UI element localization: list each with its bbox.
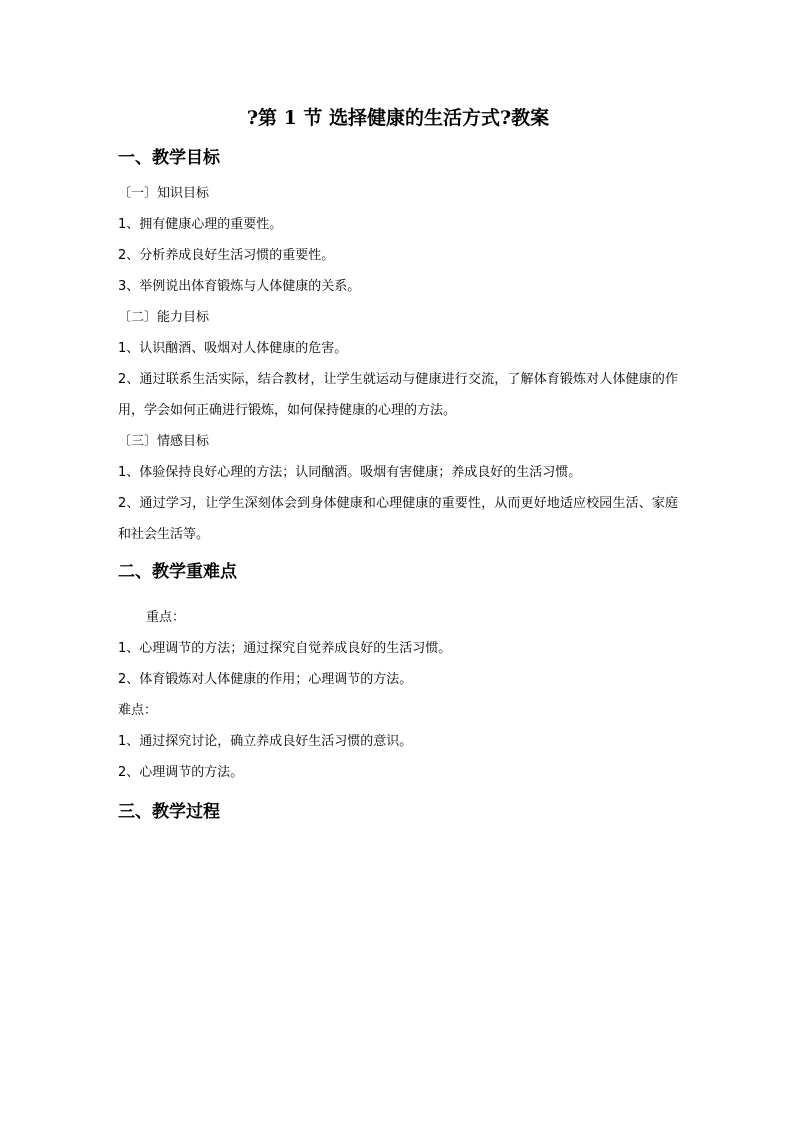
list-item: 2、通过联系生活实际，结合教材，让学生就运动与健康进行交流，了解体育锻炼对人体健康的作用，学会如何正确进行锻炼，如何保持健康的心理的方法。: [118, 372, 678, 418]
subsection-label-knowledge: 〔一〕知识目标: [118, 186, 210, 201]
subsection-label-emotion: 〔三〕情感目标: [118, 434, 210, 449]
subsection-label-ability: 〔二〕能力目标: [118, 310, 210, 325]
list-item: 1、认识酗酒、吸烟对人体健康的危害。: [118, 341, 348, 356]
difficult-points-label: 难点：: [118, 703, 158, 718]
list-item: 1、通过探究讨论，确立养成良好生活习惯的意识。: [118, 734, 413, 749]
document-body: [118, 104, 678, 832]
section-heading-teaching-process: 三、教学过程: [118, 802, 220, 822]
list-item: 1、体验保持良好心理的方法；认同酗酒。吸烟有害健康；养成良好的生活习惯。: [118, 465, 582, 480]
list-item: 1、拥有健康心理的重要性。: [118, 217, 283, 232]
list-item: 2、体育锻炼对人体健康的作用；心理调节的方法。: [118, 672, 413, 687]
list-item: 2、通过学习，让学生深刻体会到身体健康和心理健康的重要性，从而更好地适应校园生活、家庭和社会生活等。: [118, 496, 678, 542]
list-item: 3、举例说出体育锻炼与人体健康的关系。: [118, 279, 361, 294]
document-title: ?第 1 节 选择健康的生活方式?教案: [246, 107, 550, 129]
section-heading-teaching-objectives: 一、教学目标: [118, 148, 220, 168]
key-points-label: 重点：: [146, 610, 186, 625]
section-heading-key-difficult-points: 二、教学重难点: [118, 562, 237, 582]
list-item: 2、心理调节的方法。: [118, 765, 244, 780]
list-item: 2、分析养成良好生活习惯的重要性。: [118, 248, 335, 263]
list-item: 1、心理调节的方法；通过探究自觉养成良好的生活习惯。: [118, 641, 452, 656]
